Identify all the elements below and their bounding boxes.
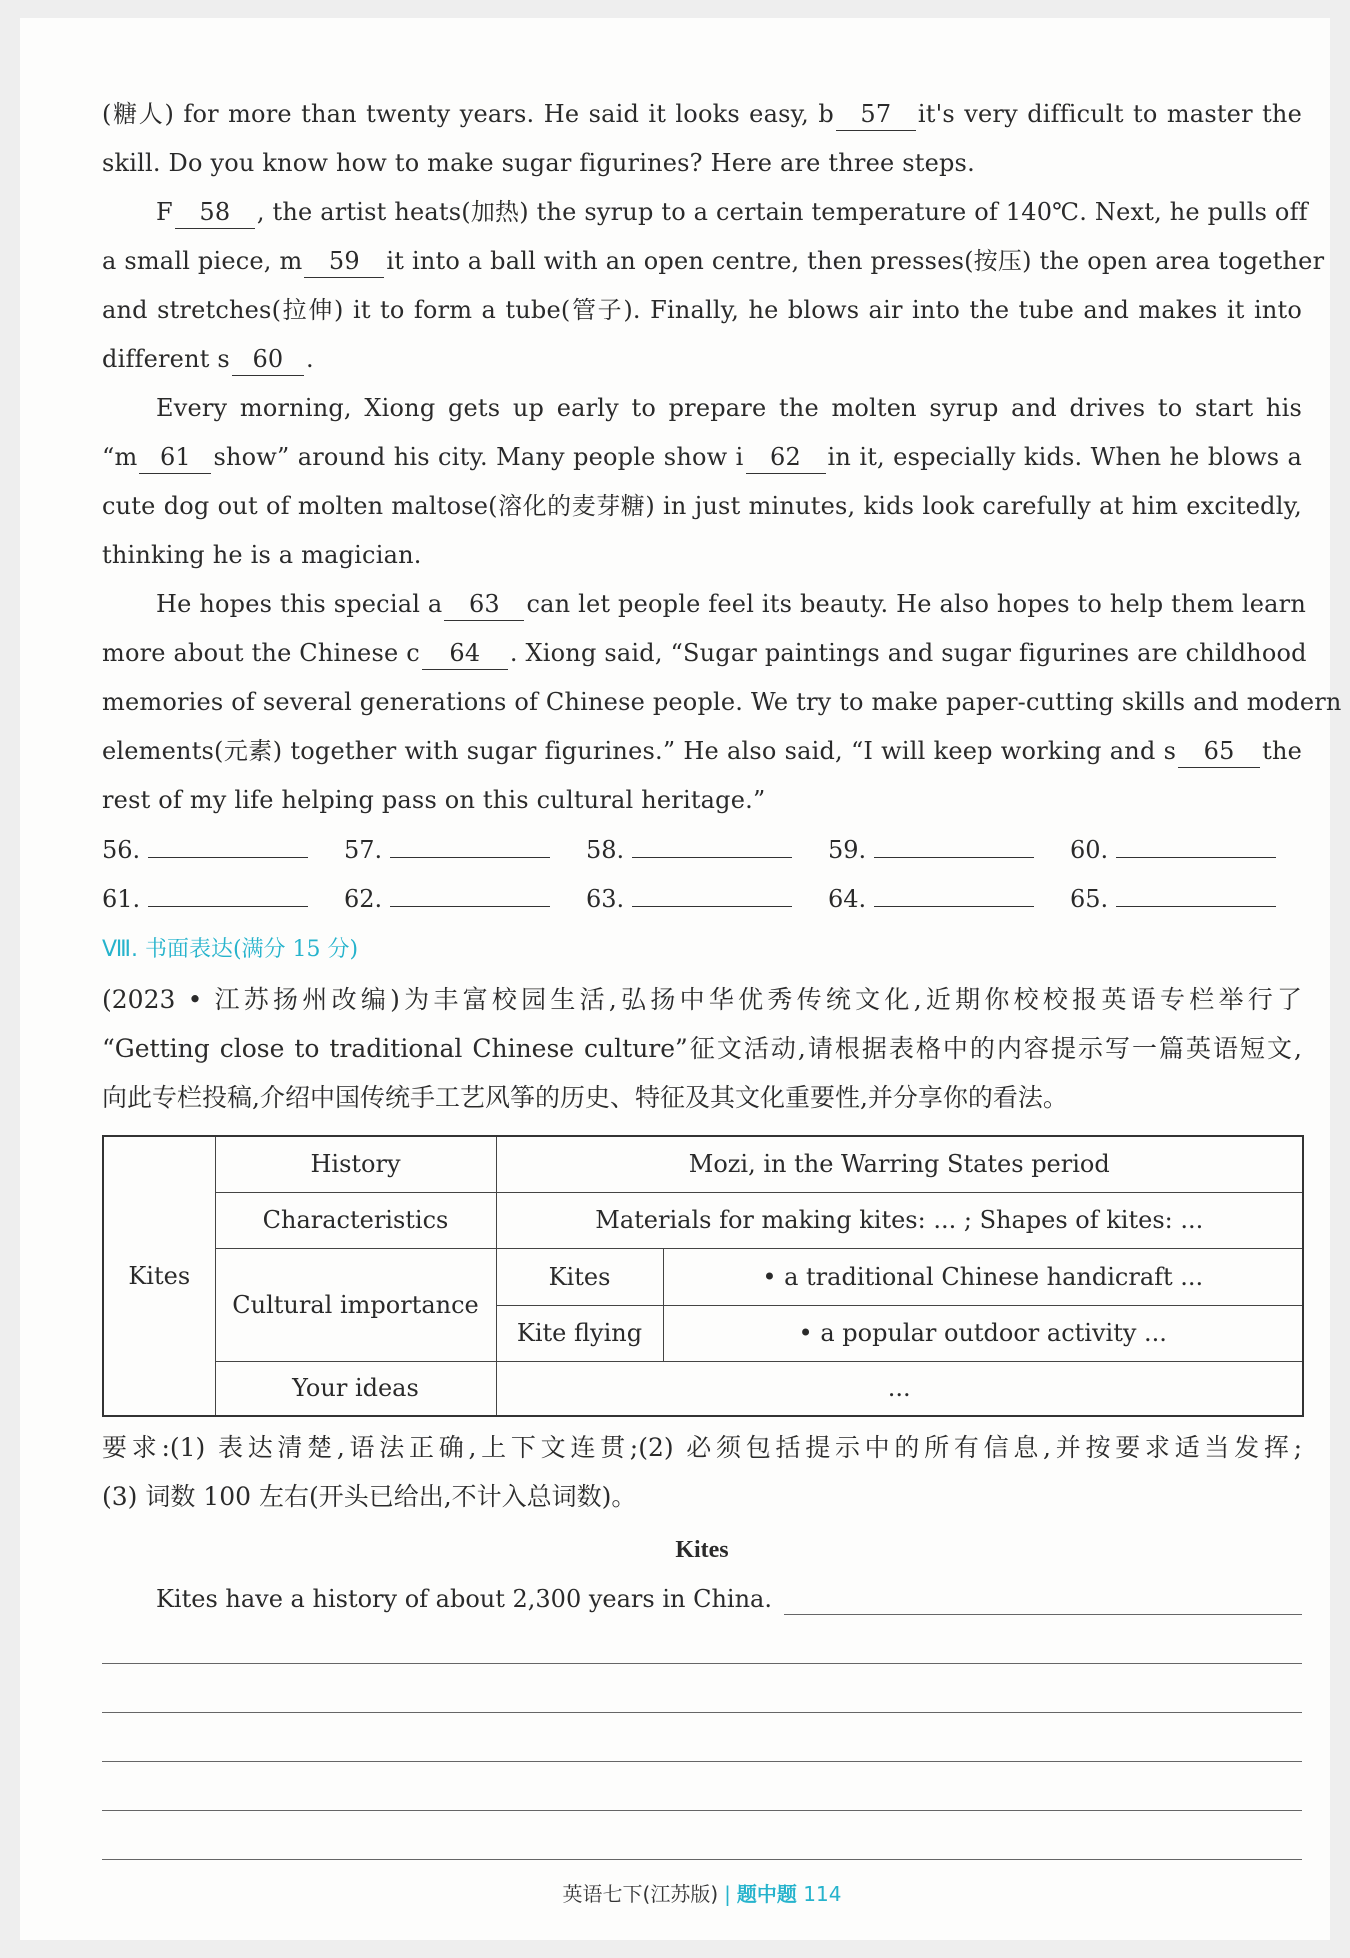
answer-63	[586, 878, 792, 919]
requirements-line-2: (3) 词数 100 左右(开头已给出,不计入总词数)。	[102, 1482, 637, 1511]
text: F	[156, 198, 173, 226]
blank-64: 64	[422, 639, 508, 670]
answer-input-line[interactable]	[390, 878, 550, 907]
answer-number: 62.	[344, 885, 383, 913]
passage-line-12	[102, 633, 1307, 673]
blank-63: 63	[444, 590, 524, 621]
kites-label: Kites	[496, 1248, 663, 1305]
blank-57: 57	[836, 100, 916, 131]
answer-65	[1070, 878, 1276, 919]
answer-row-1	[102, 829, 1302, 869]
blank-59: 59	[304, 247, 384, 278]
history-label: History	[215, 1136, 496, 1192]
text: different s	[102, 345, 230, 373]
answer-input-line[interactable]	[874, 829, 1034, 858]
answer-56	[102, 829, 308, 870]
text: in it, especially kids. When he blows a	[827, 443, 1302, 471]
page-sheet	[20, 18, 1342, 1940]
book-title: 英语七下(江苏版)	[562, 1882, 719, 1906]
your-ideas-label: Your ideas	[215, 1361, 496, 1416]
text: “m	[102, 443, 138, 471]
text: . Xiong said, “Sugar paintings and sugar figurines are childhood	[509, 639, 1307, 667]
instruction-line-2: “Getting close to traditional Chinese culture”征文活动,请根据表格中的内容提示写一篇英语短文,	[102, 1034, 1302, 1063]
answer-61	[102, 878, 308, 919]
answer-59	[828, 829, 1034, 870]
text: a small piece, m	[102, 247, 303, 275]
page-number: 114	[803, 1882, 842, 1906]
text: it into a ball with an open centre, then presses(按压) the open area together	[386, 247, 1325, 275]
writing-line[interactable]	[784, 1614, 1302, 1615]
instruction-line-3: 向此专栏投稿,介绍中国传统手工艺风筝的历史、特征及其文化重要性,并分享你的看法。	[102, 1083, 1068, 1112]
blank-62: 62	[746, 443, 826, 474]
passage-line-10: thinking he is a magician.	[102, 541, 422, 569]
blank-60: 60	[232, 345, 304, 376]
table-topic-cell: Kites	[103, 1136, 215, 1416]
passage-line-6	[102, 339, 1302, 379]
kites-value: • a traditional Chinese handicraft ...	[663, 1248, 1303, 1305]
answer-input-line[interactable]	[390, 829, 550, 858]
section-score: (满分 15 分)	[232, 937, 359, 962]
essay-title: Kites	[675, 1537, 729, 1563]
passage-line-3	[156, 192, 1308, 232]
answer-62	[344, 878, 550, 919]
blank-65: 65	[1178, 737, 1260, 768]
answer-input-line[interactable]	[874, 878, 1034, 907]
answer-64	[828, 878, 1034, 919]
passage-line-15: rest of my life helping pass on this cultural heritage.”	[102, 786, 766, 814]
requirements-line-1: 要求:(1) 表达清楚,语法正确,上下文连贯;(2) 必须包括提示中的所有信息,并按要求适当发挥;	[102, 1433, 1302, 1462]
answer-number: 64.	[828, 885, 867, 913]
text: the	[1262, 737, 1302, 765]
answer-input-line[interactable]	[148, 829, 308, 858]
section-title: Ⅷ. 书面表达	[102, 937, 233, 962]
writing-line[interactable]	[102, 1663, 1302, 1664]
history-value: Mozi, in the Warring States period	[496, 1136, 1303, 1192]
section-heading	[102, 930, 358, 970]
writing-line[interactable]	[102, 1810, 1302, 1811]
answer-number: 58.	[586, 836, 625, 864]
passage-line-2: skill. Do you know how to make sugar figurines? Here are three steps.	[102, 149, 975, 177]
passage-line-13: memories of several generations of Chinese people. We try to make paper-cutting skills and modern	[102, 688, 1342, 716]
footer-separator: |	[724, 1882, 731, 1906]
answer-58	[586, 829, 792, 870]
passage-line-14	[102, 731, 1302, 771]
text: , the artist heats(加热) the syrup to a certain temperature of 140℃. Next, he pulls off	[256, 198, 1308, 226]
series-name: 题中题	[736, 1882, 797, 1906]
passage-line-8	[102, 437, 1302, 477]
answer-number: 61.	[102, 885, 141, 913]
answer-input-line[interactable]	[148, 878, 308, 907]
cultural-importance-label: Cultural importance	[215, 1248, 496, 1361]
kite-flying-label: Kite flying	[496, 1305, 663, 1361]
answer-input-line[interactable]	[1116, 829, 1276, 858]
page-footer	[102, 1878, 1302, 1907]
instruction-line-1: (2023 • 江苏扬州改编)为丰富校园生活,弘扬中华优秀传统文化,近期你校校报英语专栏举行了	[102, 985, 1302, 1014]
answer-number: 56.	[102, 836, 141, 864]
answer-input-line[interactable]	[632, 829, 792, 858]
passage-line-7: Every morning, Xiong gets up early to prepare the molten syrup and drives to start his	[156, 394, 1302, 422]
characteristics-label: Characteristics	[215, 1192, 496, 1248]
answer-number: 63.	[586, 885, 625, 913]
text: He hopes this special a	[156, 590, 443, 618]
answer-number: 65.	[1070, 885, 1109, 913]
answer-number: 59.	[828, 836, 867, 864]
your-ideas-value: ...	[496, 1361, 1303, 1416]
text: it's very difficult to master the	[917, 100, 1302, 128]
text: .	[305, 345, 314, 373]
answer-row-2	[102, 878, 1302, 918]
answer-number: 57.	[344, 836, 383, 864]
answer-number: 60.	[1070, 836, 1109, 864]
passage-line-5: and stretches(拉伸) it to form a tube(管子). Finally, he blows air into the tube and makes it into	[102, 296, 1302, 324]
text: can let people feel its beauty. He also hopes to help them learn	[526, 590, 1306, 618]
passage-line-4	[102, 241, 1325, 281]
essay-opening-sentence: Kites have a history of about 2,300 years in China.	[156, 1585, 772, 1613]
kites-outline-table	[102, 1135, 1304, 1417]
text: elements(元素) together with sugar figurines.” He also said, “I will keep working and s	[102, 737, 1177, 765]
text: (糖人) for more than twenty years. He said it looks easy, b	[102, 100, 834, 128]
passage-line-11	[156, 584, 1306, 624]
answer-input-line[interactable]	[632, 878, 792, 907]
writing-line[interactable]	[102, 1712, 1302, 1713]
passage-line-1	[102, 94, 1302, 134]
blank-61: 61	[139, 443, 211, 474]
characteristics-value: Materials for making kites: ... ; Shapes of kites: ...	[496, 1192, 1303, 1248]
text: show” around his city. Many people show i	[213, 443, 744, 471]
writing-line[interactable]	[102, 1761, 1302, 1762]
kite-flying-value: • a popular outdoor activity ...	[663, 1305, 1303, 1361]
text: more about the Chinese c	[102, 639, 420, 667]
answer-57	[344, 829, 550, 870]
writing-line[interactable]	[102, 1859, 1302, 1860]
answer-60	[1070, 829, 1276, 870]
passage-line-9: cute dog out of molten maltose(溶化的麦芽糖) in just minutes, kids look carefully at him excitedly,	[102, 492, 1302, 520]
answer-input-line[interactable]	[1116, 878, 1276, 907]
blank-58: 58	[175, 198, 255, 229]
